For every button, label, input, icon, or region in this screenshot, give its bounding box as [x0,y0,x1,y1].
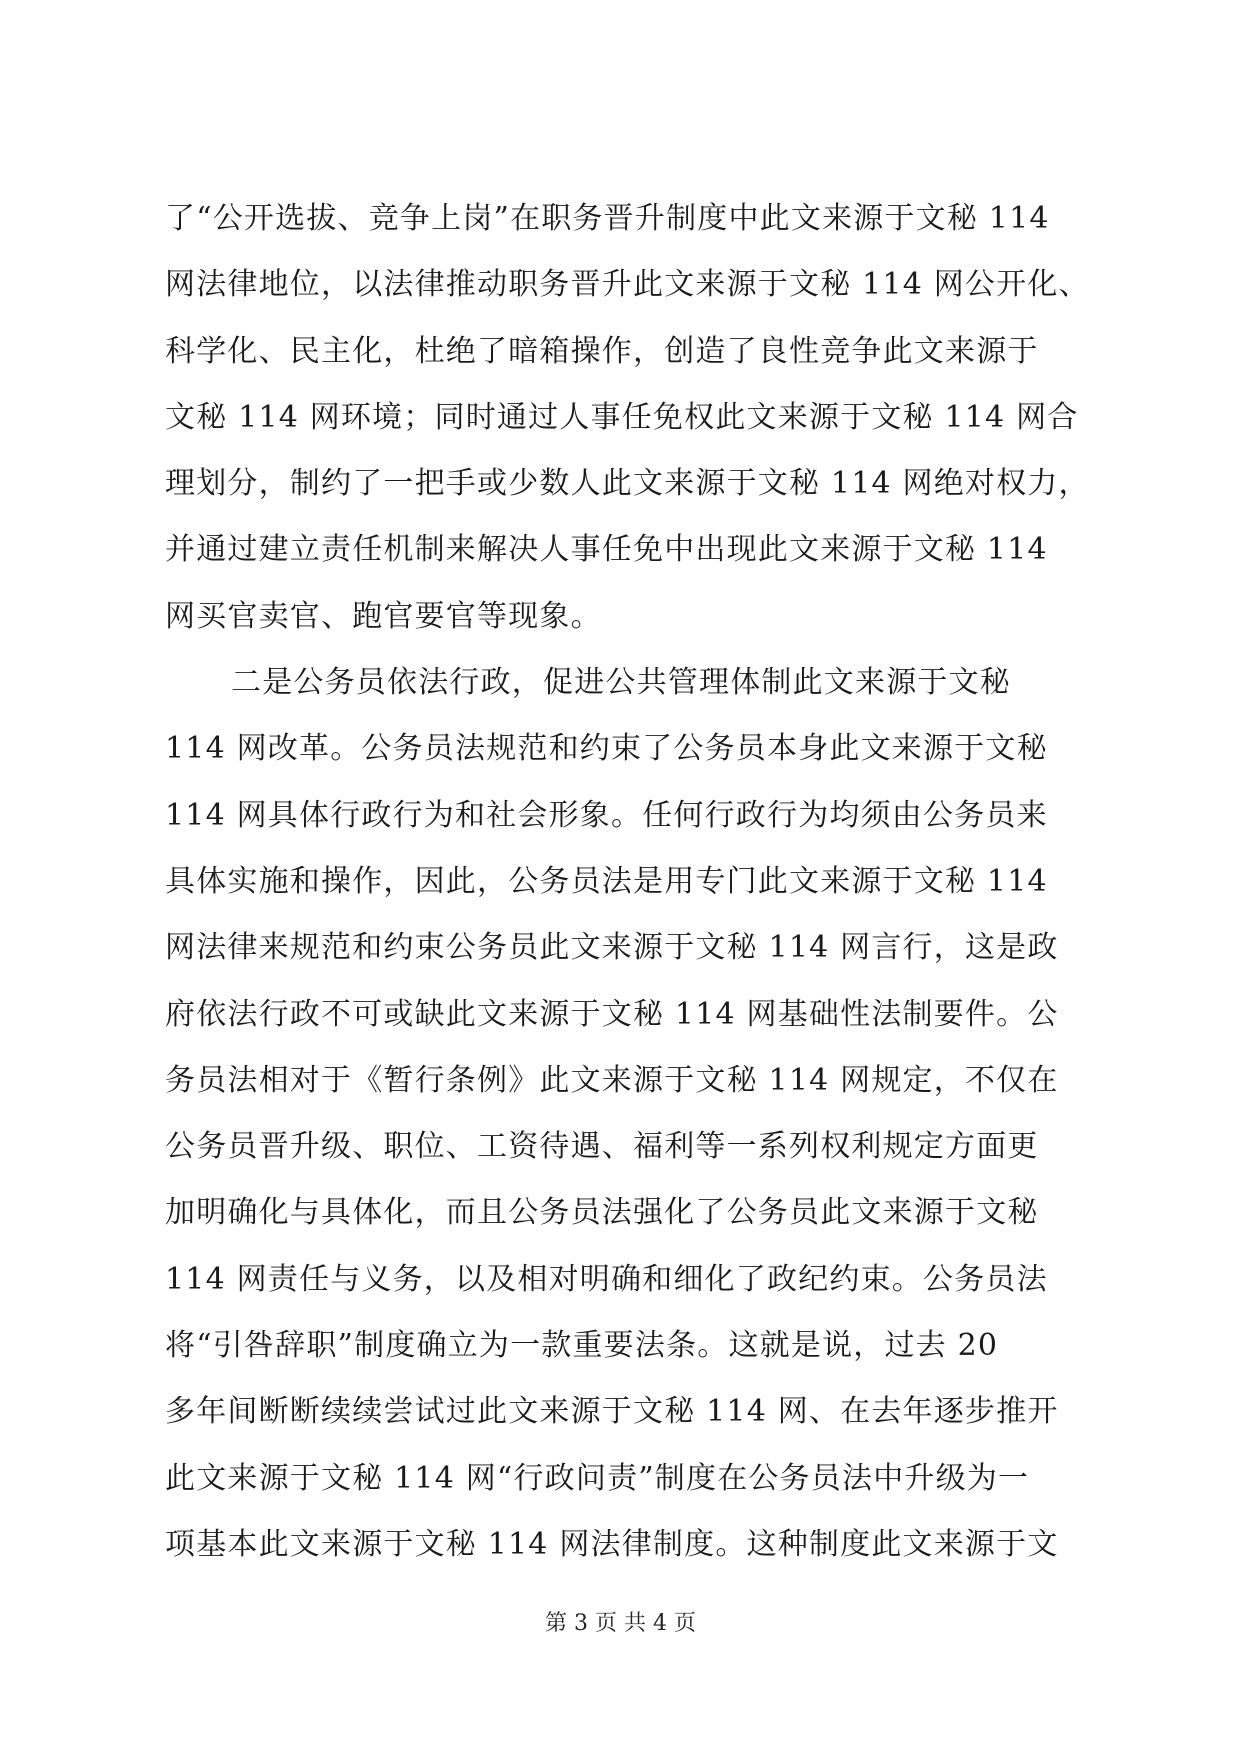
text-line: 网法律地位，以法律推动职务晋升此文来源于文秘 114 网公开化、 [165,267,1090,303]
text-line: 将“引咎辞职”制度确立为一款重要法条。这就是说，过去 20 [165,1328,999,1364]
page-number-footer: 第 3 页 共 4 页 [545,1611,696,1636]
text-line: 114 网改革。公务员法规范和约束了公务员本身此文来源于文秘 [165,731,1048,767]
text-line: 具体实施和操作，因此，公务员法是用专门此文来源于文秘 114 [165,863,1048,899]
paragraph-start-line: 二是公务员依法行政，促进公共管理体制此文来源于文秘 [231,665,1011,701]
text-line: 114 网责任与义务，以及相对明确和细化了政纪约束。公务员法 [165,1261,1048,1297]
text-line: 公务员晋升级、职位、工资待遇、福利等一系列权利规定方面更 [165,1129,1039,1165]
text-line: 理划分，制约了一把手或少数人此文来源于文秘 114 网绝对权力， [165,466,1090,502]
text-line: 加明确化与具体化，而且公务员法强化了公务员此文来源于文秘 [165,1195,1039,1231]
text-line: 并通过建立责任机制来解决人事任免中出现此文来源于文秘 114 [165,532,1048,568]
text-line: 114 网具体行政行为和社会形象。任何行政行为均须由公务员来 [165,797,1048,833]
text-line: 务员法相对于《暂行条例》此文来源于文秘 114 网规定，不仅在 [165,1062,1059,1098]
text-line: 了“公开选拔、竞争上岗”在职务晋升制度中此文来源于文秘 114 [165,201,1050,236]
text-line: 府依法行政不可或缺此文来源于文秘 114 网基础性法制要件。公 [165,996,1059,1032]
text-line: 文秘 114 网环境；同时通过人事任免权此文来源于文秘 114 网合 [165,399,1079,435]
text-line: 网法律来规范和约束公务员此文来源于文秘 114 网言行，这是政 [165,930,1059,966]
text-line: 网买官卖官、跑官要官等现象。 [165,598,602,634]
text-line: 科学化、民主化，杜绝了暗箱操作，创造了良性竞争此文来源于 [165,333,1039,369]
text-line: 此文来源于文秘 114 网“行政问责”制度在公务员法中升级为一 [165,1460,1030,1496]
text-line: 项基本此文来源于文秘 114 网法律制度。这种制度此文来源于文 [165,1526,1059,1562]
document-body [165,201,1125,1596]
text-line: 多年间断断续续尝试过此文来源于文秘 114 网、在去年逐步推开 [165,1394,1059,1430]
